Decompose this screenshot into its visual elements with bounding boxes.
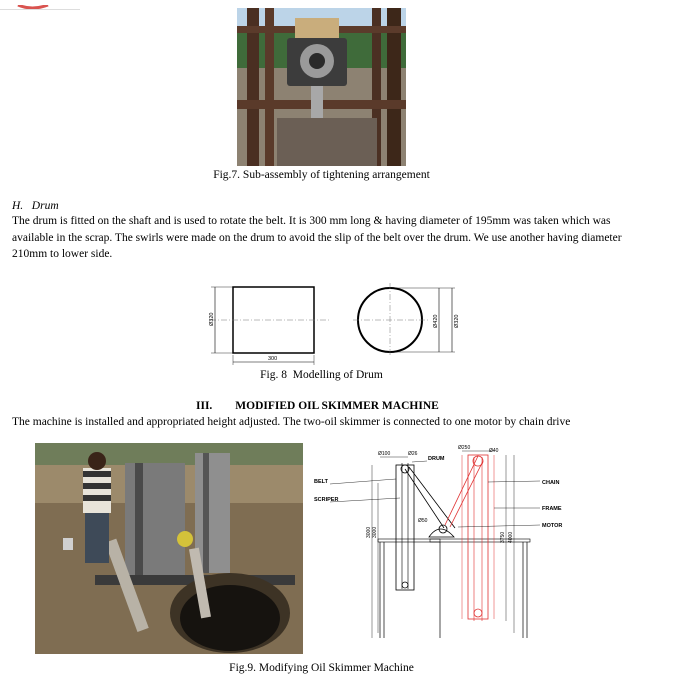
red-arc-fragment (0, 5, 80, 13)
label-scriper: SCRIPER (314, 497, 339, 503)
label-h1: 3000 (366, 526, 372, 538)
label-h4: 4000 (508, 531, 514, 543)
skimmer-machine-drawing (312, 443, 580, 643)
label-d50: Ø50 (418, 518, 428, 524)
label-d250: Ø250 (458, 445, 471, 451)
label-d26: Ø26 (408, 451, 418, 457)
page-top-fragment (0, 0, 80, 8)
label-chain: CHAIN (542, 480, 560, 486)
modified-skimmer-paragraph: The machine is installed and appropriated height adjusted. The two-oil skimmer is connected to one motor by chain drive (12, 416, 571, 428)
fig9-photo (35, 443, 303, 654)
skimmer-machine-photo (35, 443, 303, 654)
drum-paragraph-line-2: available in the scrap. The swirls were made on the drum to avoid the slip of the belt over the drum. We use another having diameter (12, 232, 622, 244)
drum-dia-right-outer-label: Ø320 (454, 314, 460, 328)
fig7-photo (237, 8, 406, 166)
fig9-caption: Fig.9. Modifying Oil Skimmer Machine (229, 662, 414, 674)
drum-paragraph-line-3: 210mm to lower side. (12, 248, 113, 260)
label-h3: 3750 (500, 531, 506, 543)
label-d100: Ø100 (378, 451, 391, 457)
fig9-drawing (312, 443, 580, 643)
fig8-drawing (205, 278, 467, 370)
drum-paragraph-line-1: The drum is fitted on the shaft and is used to rotate the belt. It is 300 mm long & having diameter of 195mm was taken which was (12, 215, 611, 227)
label-belt: BELT (314, 479, 328, 485)
drum-model-drawing (205, 278, 467, 370)
fig8-caption: Fig. 8 Modelling of Drum (260, 369, 383, 381)
label-drum: DRUM (428, 456, 445, 462)
fig7-caption: Fig.7. Sub-assembly of tightening arrangement (213, 169, 430, 181)
drum-dia-left-label: Ø320 (209, 312, 215, 326)
label-h2: 3000 (372, 526, 378, 538)
label-motor: MOTOR (542, 523, 563, 529)
drum-dia-right-inner-label: Ø420 (433, 314, 439, 328)
drum-length-label: 300 (268, 356, 278, 362)
section-heading-drum: H. Drum (12, 200, 59, 212)
tightening-arrangement-photo (237, 8, 406, 166)
label-d40: Ø40 (489, 448, 499, 454)
label-frame: FRAME (542, 506, 562, 512)
section-heading-modified-oil-skimmer: III. MODIFIED OIL SKIMMER MACHINE (196, 400, 439, 412)
